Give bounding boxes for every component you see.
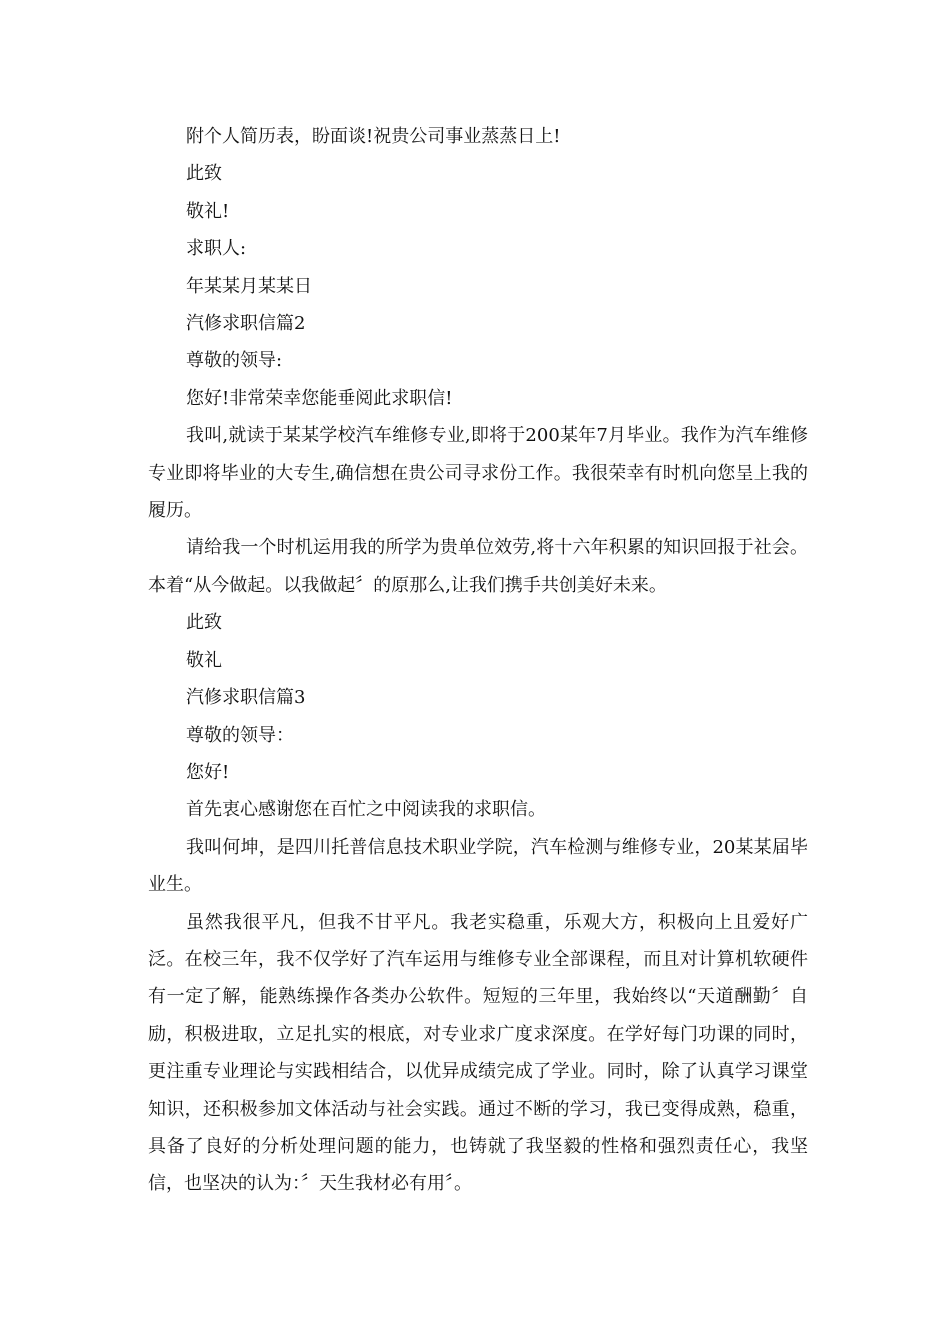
salutation-line: 敬礼 (186, 649, 222, 671)
body-paragraph: 我叫,就读于某某学校汽车维修专业,即将于200某年7月毕业。我作为汽车维修专业即将毕业的大专生,确信想在贵公司寻求份工作。我很荣幸有时机向您呈上我的履历。 (148, 425, 808, 522)
greeting-line: 尊敬的领导： (186, 724, 294, 746)
greeting-line: 尊敬的领导: (186, 350, 283, 372)
closing-paragraph: 附个人简历表，盼面谈!祝贵公司事业蒸蒸日上! (186, 126, 561, 147)
section-title: 汽修求职信篇3 (186, 687, 306, 709)
salutation-line: 敬礼! (186, 200, 230, 222)
greeting-line: 您好! (186, 761, 230, 783)
applicant-line: 求职人: (186, 238, 247, 260)
document-body (148, 118, 808, 1203)
body-paragraph: 请给我一个时机运用我的所学为贵单位效劳,将十六年积累的知识回报于社会。本着“从今做起。以我做起〞的原那么,让我们携手共创美好未来。 (148, 537, 808, 596)
greeting-line: 您好!非常荣幸您能垂阅此求职信! (186, 387, 453, 409)
section-title: 汽修求职信篇2 (186, 313, 306, 335)
salutation-line: 此致 (186, 163, 222, 185)
body-paragraph: 我叫何坤，是四川托普信息技术职业学院，汽车检测与维修专业，20某某届毕业生。 (148, 836, 808, 896)
salutation-line: 此致 (186, 612, 222, 634)
body-paragraph: 首先衷心感谢您在百忙之中阅读我的求职信。 (186, 799, 546, 821)
date-line: 年某某月某某日 (186, 275, 312, 297)
body-paragraph: 虽然我很平凡，但我不甘平凡。我老实稳重，乐观大方，积极向上且爱好广泛。在校三年，我不仅学好了汽车运用与维修专业全部课程，而且对计算机软硬件有一定了解，能熟练操作各类办公软件。短短的三年里，我始终以“天道酬勤〞自励，积极进取，立足扎实的根底，对专业求广度求深度。在学好每门功课的同时，更注重专业理论与实践相结合，以优异成绩完成了学业。同时，除了认真学习课堂知识，还积极参加文体活动与社会实践。通过不断的学习，我已变得成熟，稳重，具备了良好的分析处理问题的能力，也铸就了我坚毅的性格和强烈责任心，我坚信，也坚决的认为：〞天生我材必有用〞。 (148, 911, 808, 1195)
